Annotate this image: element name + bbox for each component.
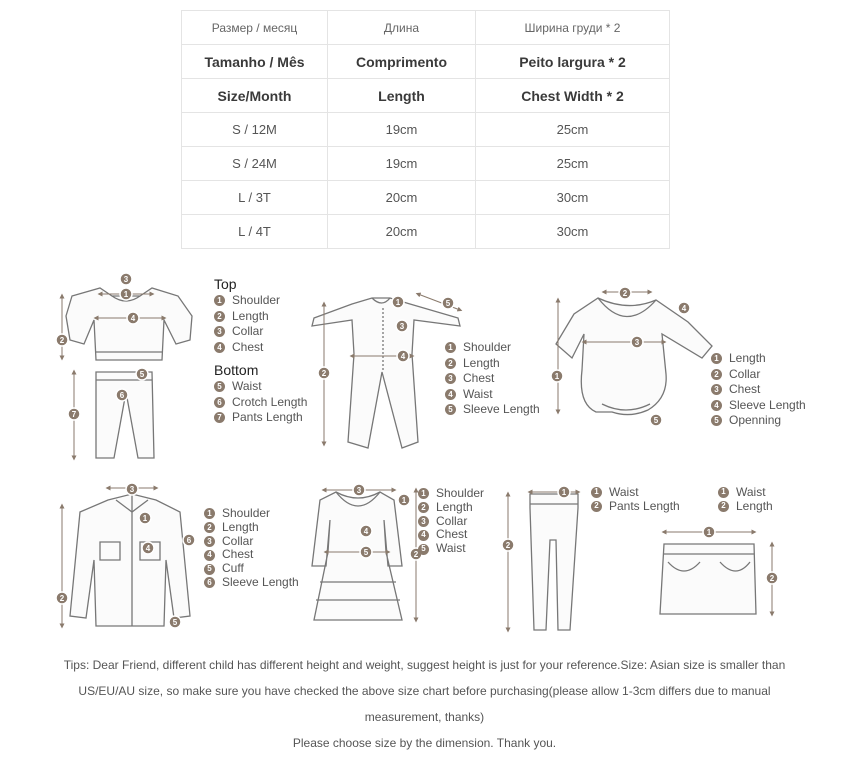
- svg-text:3: 3: [123, 275, 129, 284]
- badge: [502, 539, 514, 551]
- badge: [703, 526, 715, 538]
- legend-shirt: [204, 507, 299, 590]
- cell-size: S / 24M: [182, 147, 328, 181]
- legend-item: 2 Pants Length: [591, 499, 680, 513]
- badge: [120, 273, 132, 285]
- legend-item: 3 Collar: [204, 535, 299, 549]
- badge: 1: [591, 487, 602, 498]
- cell-chest: 25cm: [476, 113, 670, 147]
- badge: 5: [418, 544, 429, 555]
- svg-text:4: 4: [145, 544, 151, 553]
- legend-item: 5 Openning: [711, 413, 806, 429]
- badge: 4: [204, 550, 215, 561]
- svg-text:1: 1: [554, 372, 560, 381]
- cell-length: 20cm: [328, 181, 476, 215]
- header-length-en: Length: [328, 79, 476, 113]
- badge: [183, 534, 195, 546]
- legend-item: 3 Collar: [214, 324, 307, 340]
- legend-item: 4 Chest: [204, 548, 299, 562]
- badge: [551, 370, 563, 382]
- svg-text:5: 5: [653, 416, 659, 425]
- bodysuit-illustration: [556, 298, 712, 415]
- badge: 7: [214, 412, 225, 423]
- badge: [56, 334, 68, 346]
- badge: 1: [214, 295, 225, 306]
- legend-item: 3 Chest: [711, 382, 806, 398]
- badge: 2: [711, 369, 722, 380]
- badge: 2: [214, 311, 225, 322]
- legend-bodysuit: [711, 351, 806, 429]
- header-chest-ru: Ширина груди * 2: [476, 11, 670, 45]
- badge: [127, 312, 139, 324]
- legend-item: 5 Sleeve Length: [445, 402, 540, 418]
- badge: 4: [418, 530, 429, 541]
- badge: [766, 572, 778, 584]
- svg-text:6: 6: [186, 536, 192, 545]
- badge: 6: [214, 397, 225, 408]
- svg-text:7: 7: [71, 410, 77, 419]
- badge: [318, 367, 330, 379]
- header-size-pt: Tamanho / Mês: [182, 45, 328, 79]
- badge: [650, 414, 662, 426]
- badge: [631, 336, 643, 348]
- svg-text:1: 1: [142, 514, 148, 523]
- svg-text:2: 2: [769, 574, 775, 583]
- badge: [68, 408, 80, 420]
- header-chest-pt: Peito largura * 2: [476, 45, 670, 79]
- header-length-ru: Длина: [328, 11, 476, 45]
- svg-text:2: 2: [505, 541, 511, 550]
- svg-text:2: 2: [321, 369, 327, 378]
- legend-item: 6 Sleeve Length: [204, 576, 299, 590]
- svg-text:4: 4: [400, 352, 406, 361]
- badge: 1: [418, 488, 429, 499]
- badge: [139, 512, 151, 524]
- badge: 2: [445, 358, 456, 369]
- legend-item: 2 Length: [418, 501, 484, 515]
- badge: [136, 368, 148, 380]
- legend-jumpsuit: [445, 340, 540, 418]
- badge: 3: [445, 373, 456, 384]
- legend-item: 2 Length: [445, 356, 540, 372]
- legend-dress: [418, 487, 484, 556]
- svg-text:2: 2: [413, 550, 419, 559]
- tips-line-2: US/EU/AU size, so make sure you have checked the above size chart before purchasing(please allow 1-3cm differs due to manual: [78, 684, 771, 698]
- legend-leggings: [591, 485, 680, 513]
- badge: [397, 350, 409, 362]
- svg-text:4: 4: [130, 314, 136, 323]
- legend-item: 1 Waist: [591, 485, 680, 499]
- jumpsuit-illustration: [312, 298, 460, 448]
- badge: 1: [718, 487, 729, 498]
- tips-line-3: measurement, thanks): [364, 710, 485, 724]
- badge: 5: [204, 564, 215, 575]
- badge: 2: [718, 501, 729, 512]
- badge: 5: [445, 404, 456, 415]
- svg-text:5: 5: [445, 299, 451, 308]
- legend-item: 1 Shoulder: [418, 487, 484, 501]
- svg-text:1: 1: [395, 298, 401, 307]
- header-size-en: Size/Month: [182, 79, 328, 113]
- legend-item: 2 Length: [718, 499, 773, 513]
- badge: 3: [418, 516, 429, 527]
- header-chest-en: Chest Width * 2: [476, 79, 670, 113]
- badge: 6: [204, 577, 215, 588]
- badge: [619, 287, 631, 299]
- shirt-illustration: [70, 494, 190, 626]
- legend-item: 1 Shoulder: [445, 340, 540, 356]
- badge: [392, 296, 404, 308]
- badge: [56, 592, 68, 604]
- legend-item: 4 Waist: [445, 387, 540, 403]
- legend-item: 4 Chest: [418, 528, 484, 542]
- skirt-illustration: [660, 544, 756, 614]
- legend-item: 2 Length: [204, 521, 299, 535]
- svg-text:2: 2: [59, 336, 65, 345]
- cell-chest: 30cm: [476, 181, 670, 215]
- svg-text:1: 1: [706, 528, 712, 537]
- badge: [360, 525, 372, 537]
- badge: [353, 484, 365, 496]
- legend-item: 5 Cuff: [204, 562, 299, 576]
- legend-item: 1 Shoulder: [214, 293, 307, 309]
- tips-line-1: Tips: Dear Friend, different child has different height and weight, suggest height is just for your reference.Size: Asian size is smaller than: [63, 658, 786, 672]
- svg-text:4: 4: [681, 304, 687, 313]
- svg-text:5: 5: [363, 548, 369, 557]
- badge: 4: [445, 389, 456, 400]
- badge: 5: [711, 415, 722, 426]
- cell-chest: 30cm: [476, 215, 670, 249]
- legend-item: 7 Pants Length: [214, 410, 307, 426]
- badge: 5: [214, 381, 225, 392]
- legend-item: 6 Crotch Length: [214, 395, 307, 411]
- svg-text:3: 3: [129, 485, 135, 494]
- cell-size: L / 3T: [182, 181, 328, 215]
- cell-length: 19cm: [328, 147, 476, 181]
- leggings-illustration: [530, 494, 578, 630]
- svg-text:5: 5: [139, 370, 145, 379]
- badge: 2: [204, 522, 215, 533]
- legend-item: 1 Length: [711, 351, 806, 367]
- svg-text:3: 3: [634, 338, 640, 347]
- svg-text:1: 1: [123, 290, 129, 299]
- legend-item: 3 Chest: [445, 371, 540, 387]
- badge: 1: [445, 342, 456, 353]
- badge: [442, 297, 454, 309]
- badge: 1: [711, 353, 722, 364]
- cell-chest: 25cm: [476, 147, 670, 181]
- legend-item: 2 Collar: [711, 367, 806, 383]
- dress-illustration: [312, 492, 402, 620]
- cell-size: S / 12M: [182, 113, 328, 147]
- badge: [678, 302, 690, 314]
- legend-item: 5 Waist: [418, 542, 484, 556]
- legend-bottom-title: Bottom: [214, 362, 259, 378]
- cell-length: 19cm: [328, 113, 476, 147]
- svg-text:1: 1: [401, 496, 407, 505]
- svg-text:2: 2: [59, 594, 65, 603]
- badge: [120, 288, 132, 300]
- legend-item: 5 Waist: [214, 379, 307, 395]
- badge: 4: [711, 400, 722, 411]
- svg-text:1: 1: [561, 488, 567, 497]
- badge: [558, 486, 570, 498]
- badge: 2: [591, 501, 602, 512]
- legend-item: 4 Sleeve Length: [711, 398, 806, 414]
- badge: [398, 494, 410, 506]
- cell-size: L / 4T: [182, 215, 328, 249]
- badge: [396, 320, 408, 332]
- badge: [169, 616, 181, 628]
- badge: [142, 542, 154, 554]
- pants-illustration: [96, 372, 154, 458]
- legend-item: 2 Length: [214, 309, 307, 325]
- header-size-ru: Размер / месяц: [182, 11, 328, 45]
- svg-text:6: 6: [119, 391, 125, 400]
- svg-text:3: 3: [356, 486, 362, 495]
- badge: 3: [214, 326, 225, 337]
- svg-text:5: 5: [172, 618, 178, 627]
- legend-item: 4 Chest: [214, 340, 307, 356]
- badge: 1: [204, 508, 215, 519]
- badge: [116, 389, 128, 401]
- footer-tips: [0, 652, 849, 756]
- badge: [360, 546, 372, 558]
- legend-skirt: [718, 485, 773, 513]
- header-length-pt: Comprimento: [328, 45, 476, 79]
- legend-item: 1 Waist: [718, 485, 773, 499]
- tips-line-4: Please choose size by the dimension. Thank you.: [292, 736, 557, 750]
- legend-set: [214, 275, 307, 426]
- cell-length: 20cm: [328, 215, 476, 249]
- legend-item: 1 Shoulder: [204, 507, 299, 521]
- badge: 2: [418, 502, 429, 513]
- badge: 3: [711, 384, 722, 395]
- svg-text:3: 3: [399, 322, 405, 331]
- badge: 3: [204, 536, 215, 547]
- svg-text:4: 4: [363, 527, 369, 536]
- legend-item: 3 Collar: [418, 515, 484, 529]
- svg-text:2: 2: [622, 289, 628, 298]
- badge: [126, 483, 138, 495]
- legend-top-title: Top: [214, 276, 237, 292]
- badge: 4: [214, 342, 225, 353]
